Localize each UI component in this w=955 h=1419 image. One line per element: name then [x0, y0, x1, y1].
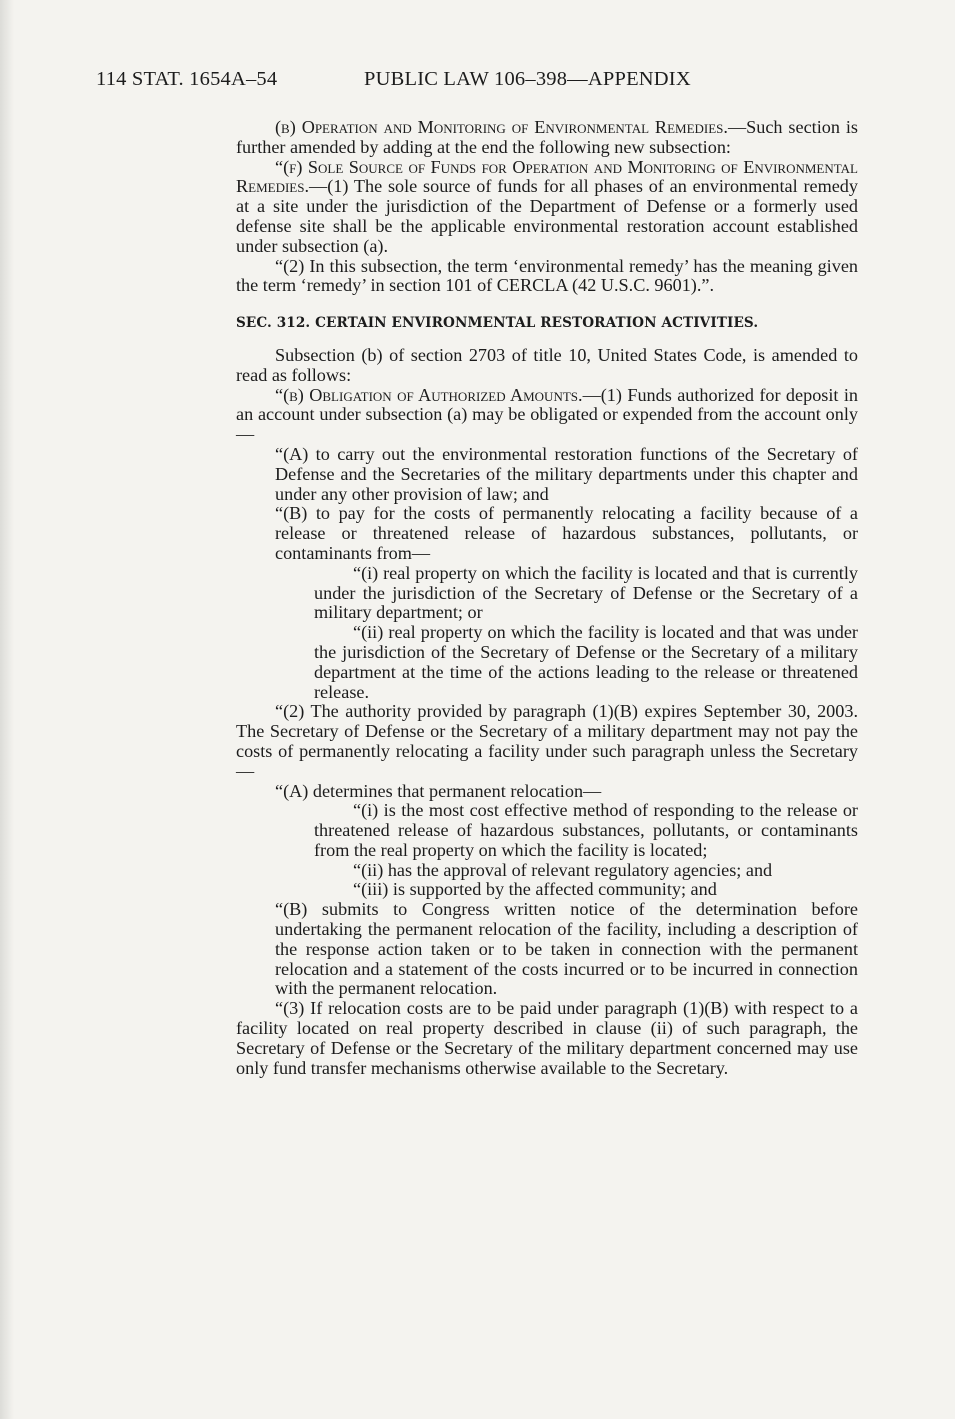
subparagraph-A-determines: “(A) determines that permanent relocation—	[275, 780, 602, 801]
paragraph-3-relocation-costs: “(3) If relocation costs are to be paid under paragraph (1)(B) with respect to a facility located on real property described in clause (ii) of such paragraph, the Secretary of Defense or the Secretary of the military department concerned may use only fund transfer mechanisms otherwise available to the Secretary.	[236, 998, 858, 1078]
running-title: PUBLIC LAW 106–398—APPENDIX	[364, 68, 691, 90]
subparagraph-B: “(B) to pay for the costs of permanently relocating a facility because of a release or threatened release of hazardous substances, pollutants, or contaminants from—	[275, 503, 858, 563]
subparagraph-block	[275, 900, 858, 999]
clause-iii-community: “(iii) is supported by the affected community; and	[353, 879, 717, 900]
paragraph-b-obligation	[236, 386, 858, 445]
page-body	[236, 118, 858, 1078]
subparagraph-A: “(A) to carry out the environmental restoration functions of the Secretary of Defense and the Secretaries of the military departments under this chapter and under any other provision of law; and	[275, 443, 858, 504]
paragraph-2-authority: “(2) The authority provided by paragraph (1)(B) expires September 30, 2003. The Secretary of Defense or the Secretary of a military department may not pay the costs of permanently relocating a facility under such paragraph unless the Secretary—	[236, 701, 858, 781]
clause-block	[314, 801, 858, 900]
paragraph-amendment-intro: Subsection (b) of section 2703 of title 10, United States Code, is amended to read as follows:	[236, 344, 858, 385]
paragraph-text: —(1) The sole source of funds for all phases of an environmental remedy at a site under the jurisdiction of the Department of Defense or a formerly used defense site shall be the applicable environmental restoration account established under subsection (a).	[236, 176, 858, 256]
statute-citation: 114 STAT. 1654A–54	[96, 68, 278, 90]
clause-block	[314, 564, 858, 703]
clause-i-cost-effective: “(i) is the most cost effective method of responding to the release or threatened release of hazardous substances, pollutants, or contaminants from the real property on which the facility is located;	[314, 800, 858, 860]
scan-edge	[0, 0, 14, 1419]
paragraph-heading: (b) Operation and Monitoring of Environmental Remedies.	[275, 117, 728, 137]
subparagraph-B-notice: “(B) submits to Congress written notice of the determination before undertaking the permanent relocation of the facility, including a description of the response action taken or to be taken in connection with the permanent relocation and a statement of the costs incurred or to be incurred in connection with the permanent relocation.	[275, 899, 858, 999]
paragraph-text: —Such section is further amended by adding at the end the following new subsection:	[236, 117, 858, 157]
paragraph-2-definition: “(2) In this subsection, the term ‘environmental remedy’ has the meaning given the term ‘remedy’ in section 101 of CERCLA (42 U.S.C. 9601).”.	[236, 255, 858, 296]
clause-ii: “(ii) real property on which the facility is located and that was under the jurisdiction of the Secretary of Defense or the Secretary of a military department at the time of the actions leading to the release or threatened release.	[314, 622, 858, 702]
clause-i: “(i) real property on which the facility is located and that is currently under the jurisdiction of the Secretary of Defense or the Secretary of a military department; or	[314, 562, 858, 623]
section-heading: SEC. 312. CERTAIN ENVIRONMENTAL RESTORATION ACTIVITIES.	[236, 315, 759, 332]
paragraph-b-operation-monitoring	[236, 118, 858, 158]
paragraph-heading: “(f) Sole Source of Funds for Operation and Monitoring of Environmental Remedies.	[236, 156, 858, 197]
page-header	[96, 68, 856, 91]
subparagraph-block	[275, 782, 858, 802]
paragraph-text: —(1) Funds authorized for deposit in an account under subsection (a) may be obligated or expended from the account only—	[236, 384, 859, 445]
clause-ii-approval: “(ii) has the approval of relevant regulatory agencies; and	[353, 859, 773, 880]
paragraph-f-sole-source	[236, 158, 858, 257]
subparagraph-block	[275, 445, 858, 564]
paragraph-heading: “(b) Obligation of Authorized Amounts.	[275, 384, 583, 405]
